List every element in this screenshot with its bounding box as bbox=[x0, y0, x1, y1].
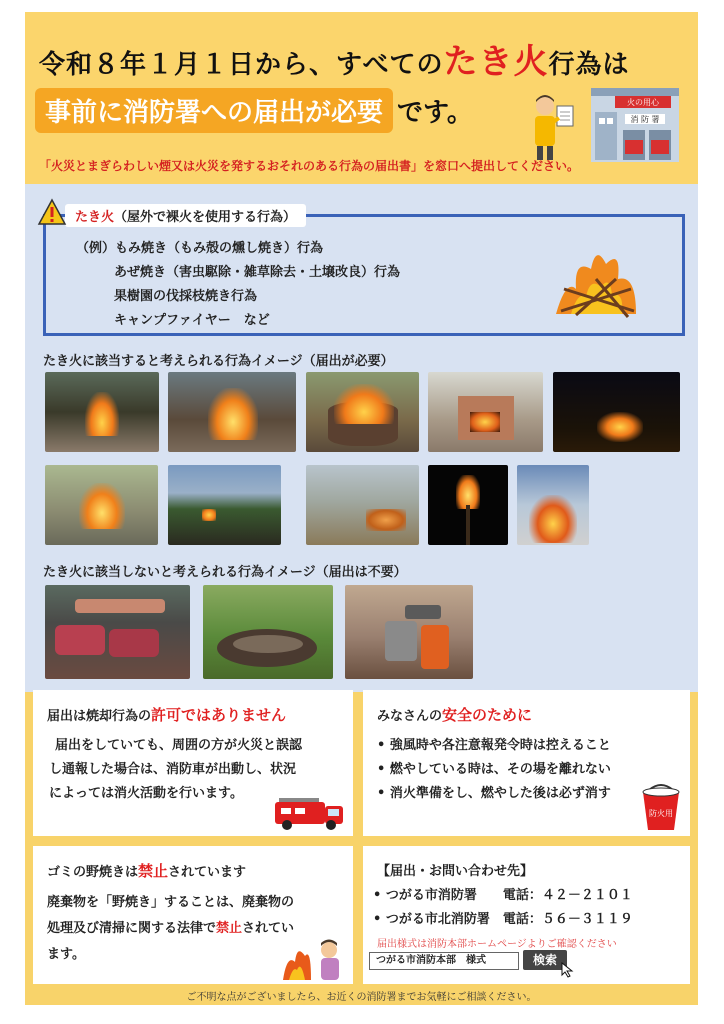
photo-pallet-fire bbox=[168, 372, 296, 452]
subtitle-highlight-box: 事前に消防署への届出が必要 bbox=[35, 88, 393, 133]
subtitle-tail: です。 bbox=[397, 98, 473, 128]
contact-lines bbox=[373, 884, 633, 932]
heading-emphasis: 安全のために bbox=[442, 706, 533, 724]
example-item: あぜ焼き（害虫駆除・雑草除去・土壌改良）行為 bbox=[114, 265, 401, 280]
heading-emphasis: 許可ではありません bbox=[151, 706, 287, 724]
search-button[interactable]: 検索 bbox=[523, 950, 567, 970]
warning-icon bbox=[37, 198, 67, 226]
body-line: によっては消火活動を行います。 bbox=[49, 786, 243, 801]
body-line: ます。 bbox=[47, 947, 85, 962]
page bbox=[25, 12, 698, 1005]
heading-emphasis: 禁止 bbox=[138, 862, 169, 880]
photo-torch-night bbox=[428, 465, 508, 545]
title-highlight: たき火 bbox=[443, 42, 549, 82]
person-burning-trash-icon bbox=[277, 934, 349, 982]
photo-night-fire bbox=[553, 372, 680, 452]
body-line: 廃棄物を「野焼き」することは、廃棄物の bbox=[47, 895, 295, 910]
photo-large-bonfire bbox=[517, 465, 589, 545]
heading-part: ゴミの野焼きは bbox=[47, 865, 139, 880]
page-title bbox=[39, 34, 630, 83]
takibi-section bbox=[25, 184, 698, 692]
contact-line: • つがる市消防署 電話：４２－２１０１ bbox=[373, 888, 633, 903]
photo-camp-stove bbox=[345, 585, 473, 679]
fire-station-icon bbox=[585, 84, 685, 164]
photo-brick-stove bbox=[428, 372, 543, 452]
header bbox=[25, 12, 698, 184]
safety-bullet: • 強風時や各注意報発令時は控えること bbox=[377, 738, 611, 753]
heading-part: されています bbox=[168, 865, 247, 880]
card-safety bbox=[363, 690, 690, 836]
body-line: 処理及び清掃に関する法律で bbox=[47, 921, 217, 936]
bucket-label: 防火用 bbox=[649, 809, 673, 818]
card-permit-body bbox=[49, 734, 302, 806]
heading-part: 届出は焼却行為の bbox=[47, 709, 152, 724]
photo-field-burning bbox=[168, 465, 281, 545]
station-sign: 消 防 署 bbox=[630, 115, 660, 124]
heading-part: みなさんの bbox=[377, 709, 443, 724]
card-garbage bbox=[33, 846, 353, 984]
photo-campfire-grill bbox=[203, 585, 333, 679]
example-item: キャンプファイヤー など bbox=[114, 313, 270, 328]
needed-heading: たき火に該当すると考えられる行為イメージ（届出が必要） bbox=[43, 354, 394, 369]
cursor-arrow-icon bbox=[561, 962, 575, 978]
body-emphasis: 禁止 bbox=[216, 921, 243, 936]
page-subtitle bbox=[35, 88, 473, 133]
contact-heading: 【届出・お問い合わせ先】 bbox=[377, 864, 534, 879]
card-garbage-body bbox=[47, 890, 294, 968]
person-holding-document-icon bbox=[519, 92, 579, 162]
takibi-tag-keyword: たき火 bbox=[75, 210, 115, 225]
footer-note: ご不明な点がございましたら、お近くの消防署までお気軽にご相談ください。 bbox=[186, 992, 537, 1003]
body-line: し通報した場合は、消防車が出動し、状況 bbox=[49, 762, 297, 777]
body-line: されてい bbox=[242, 921, 295, 936]
fire-bucket-icon bbox=[639, 780, 683, 832]
examples-list bbox=[76, 237, 400, 333]
card-garbage-heading bbox=[47, 860, 246, 881]
takibi-examples-box bbox=[43, 214, 685, 336]
photo-bonfire-ground bbox=[45, 372, 159, 452]
bonfire-icon bbox=[546, 239, 646, 319]
card-safety-heading bbox=[377, 704, 532, 725]
contact-line: • つがる市北消防署 電話：５６－３１１９ bbox=[373, 912, 633, 927]
photo-drum-fire bbox=[306, 372, 419, 452]
safety-bullets bbox=[377, 734, 611, 806]
card-permit bbox=[33, 690, 353, 836]
title-part: 行為は bbox=[548, 50, 630, 80]
search-input[interactable]: つがる市消防本部 様式 bbox=[369, 952, 519, 970]
example-item: 果樹園の伐採枝焼き行為 bbox=[114, 289, 258, 304]
takibi-tag-definition: （屋外で裸火を使用する行為） bbox=[114, 210, 297, 225]
card-contact bbox=[363, 846, 690, 984]
photo-fire-pit-stand bbox=[45, 465, 158, 545]
station-sign-top: 火の用心 bbox=[627, 98, 659, 107]
takibi-tag bbox=[65, 204, 306, 227]
card-permit-heading bbox=[47, 704, 286, 725]
not-needed-heading: たき火に該当しないと考えられる行為イメージ（届出は不要） bbox=[43, 565, 407, 580]
safety-bullet: • 消火準備をし、燃やした後は必ず消す bbox=[377, 786, 611, 801]
example-item: （例）もみ焼き（もみ殻の燻し焼き）行為 bbox=[76, 241, 324, 256]
title-part: 令和８年１月１日から、すべての bbox=[39, 50, 444, 80]
safety-bullet: • 燃やしている時は、その場を離れない bbox=[377, 762, 611, 777]
fire-truck-icon bbox=[273, 794, 347, 832]
body-line: 届出をしていても、周囲の方が火災と誤認 bbox=[55, 738, 303, 753]
photo-orchard-burning bbox=[306, 465, 419, 545]
photo-bbq-grill bbox=[45, 585, 190, 679]
submission-note: 「火災とまぎらわしい煙又は火災を発するおそれのある行為の届出書」を窓口へ提出してください。 bbox=[39, 159, 580, 173]
form-note: 届出様式は消防本部ホームページよりご確認ください bbox=[377, 939, 617, 950]
